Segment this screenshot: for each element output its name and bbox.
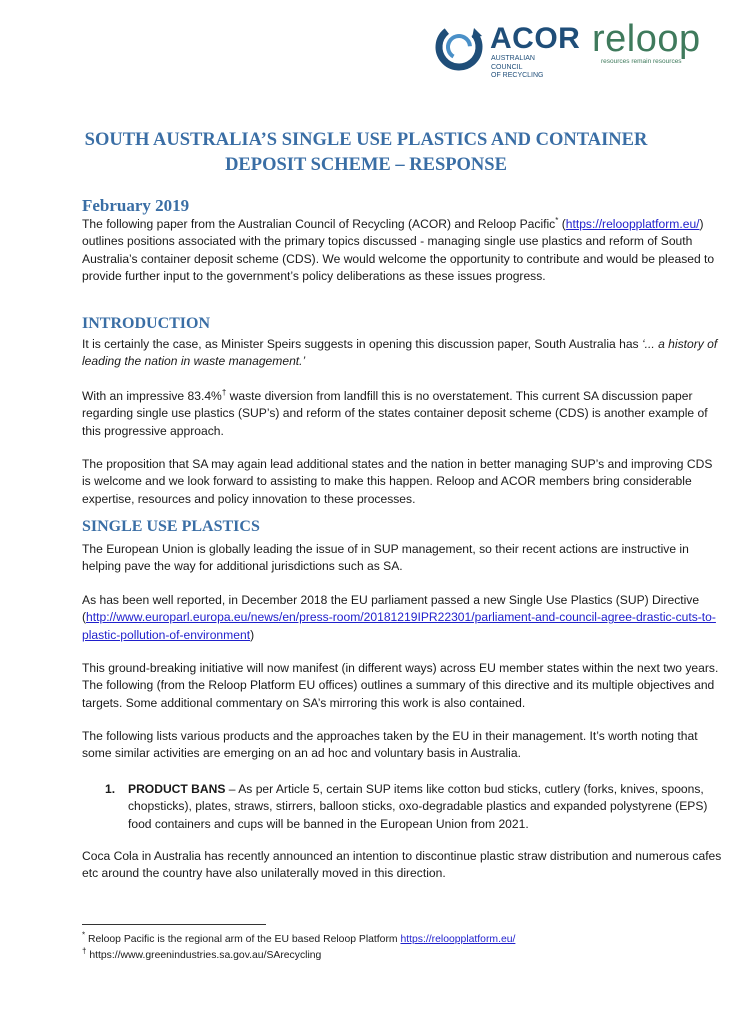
introduction-paragraph-1 — [82, 336, 722, 371]
opening-text: The following paper from the Australian Council of Recycling (ACOR) and Reloop Pacific — [82, 217, 556, 231]
intro-p2-text-rest: waste diversion from landfill this is no overstatement. This current SA discussion paper regarding single use plastics (SUP’s) and reform of the states container deposit scheme (CDS) is another example of this progressive approach. — [82, 389, 708, 438]
sup-p2-text: As has been well reported, in December 2018 the EU parliament passed a new Single Use Plastics (SUP) Directive ( — [82, 593, 700, 625]
acor-logo-icon — [434, 22, 484, 72]
document-title: SOUTH AUSTRALIA’S SINGLE USE PLASTICS AND CONTAINER DEPOSIT SCHEME – RESPONSE — [84, 130, 648, 175]
footnote-2-text: https://www.greenindustries.sa.gov.au/SArecycling — [86, 950, 322, 961]
footnote-1 — [82, 930, 722, 947]
date-heading: February 2019 — [82, 196, 190, 215]
acor-logo-text: ACOR — [490, 22, 581, 55]
sup-paragraph-2 — [82, 592, 722, 644]
introduction-paragraph-2 — [82, 388, 722, 440]
footnote-2-mark: † — [82, 946, 87, 956]
reloop-logo-tagline: resources remain resources — [601, 58, 682, 65]
europarl-link[interactable]: http://www.europarl.europa.eu/news/en/press-room/20181219IPR22301/parliament-and-council-agree-drastic-cuts-to-plastic-pollution-of-environment — [82, 610, 716, 642]
introduction-heading: INTRODUCTION — [82, 315, 211, 332]
list-number: 1. — [105, 782, 116, 796]
footnote-ref-1[interactable]: * — [555, 215, 559, 225]
opening-text-rest: ) outlines positions associated with the primary topics discussed - managing single use plastics and reform of South Australia’s container deposit scheme (CDS). We would welcome the opportunity to contribute and would be pleased to provide further input to the government’s policy deliberations as these issues progress. — [82, 217, 715, 283]
intro-p1-quote: ‘... a history of leading the nation in waste management.’ — [82, 337, 718, 369]
opening-paragraph — [82, 216, 722, 285]
footnote-separator — [82, 924, 266, 925]
footnote-2 — [82, 946, 722, 963]
sup-paragraph-3: This ground-breaking initiative will now manifest (in different ways) across EU member states within the next two years. The following (from the Reloop Platform EU offices) outlines a summary of this directive and its multiple objectives and targets. Some additional commentary on SA’s mirroring this work is also contained. — [82, 661, 719, 710]
footnote-ref-2[interactable]: † — [221, 387, 227, 397]
sup-p2-close: ) — [250, 627, 255, 642]
sup-paragraph-4: The following lists various products and the approaches taken by the EU in their management. It’s worth noting that some similar activities are emerging on an ad hoc and voluntary basis in Australia. — [82, 729, 698, 761]
footnote-1-link[interactable]: https://reloopplatform.eu/ — [400, 934, 516, 945]
intro-p2-text: With an impressive 83.4% — [82, 389, 222, 403]
list-item-title: PRODUCT BANS — [128, 782, 226, 796]
acor-logo-subtitle: AUSTRALIAN COUNCIL OF RECYCLING — [491, 55, 544, 79]
single-use-plastics-heading: SINGLE USE PLASTICS — [82, 518, 260, 535]
list-item-body — [128, 781, 722, 833]
list-item-text: – As per Article 5, certain SUP items like cotton bud sticks, cutlery (forks, knives, spoons, chopsticks), plates, straws, stirrers, balloon sticks, oxo-degradable plastics and expanded polystyrene (EPS) food containers and cups will be banned in the European Union from 2021. — [128, 782, 708, 831]
opening-paren: ( — [558, 217, 566, 231]
footnote-1-text: Reloop Pacific is the regional arm of the EU based Reloop Platform — [85, 934, 401, 945]
footnote-1-mark: * — [82, 930, 86, 940]
reloop-platform-link[interactable]: https://reloopplatform.eu/ — [565, 217, 700, 231]
reloop-logo-text: reloop — [592, 18, 701, 60]
sup-paragraph-5: Coca Cola in Australia has recently announced an intention to discontinue plastic straw distribution and numerous cafes etc around the country have also unilaterally moved in this direction. — [82, 849, 722, 881]
intro-p1-text: It is certainly the case, as Minister Speirs suggests in opening this discussion paper, South Australia has — [82, 337, 642, 351]
header-logos — [434, 14, 714, 80]
sup-paragraph-1: The European Union is globally leading the issue of in SUP management, so their recent actions are instructive in helping pave the way for additional jurisdictions such as SA. — [82, 542, 689, 574]
introduction-paragraph-3: The proposition that SA may again lead additional states and the nation in better managing SUP’s and improving CDS is welcome and we look forward to assisting to make this happen. Reloop and ACOR members bring considerable expertise, resources and policy innovation to these processes. — [82, 457, 713, 506]
